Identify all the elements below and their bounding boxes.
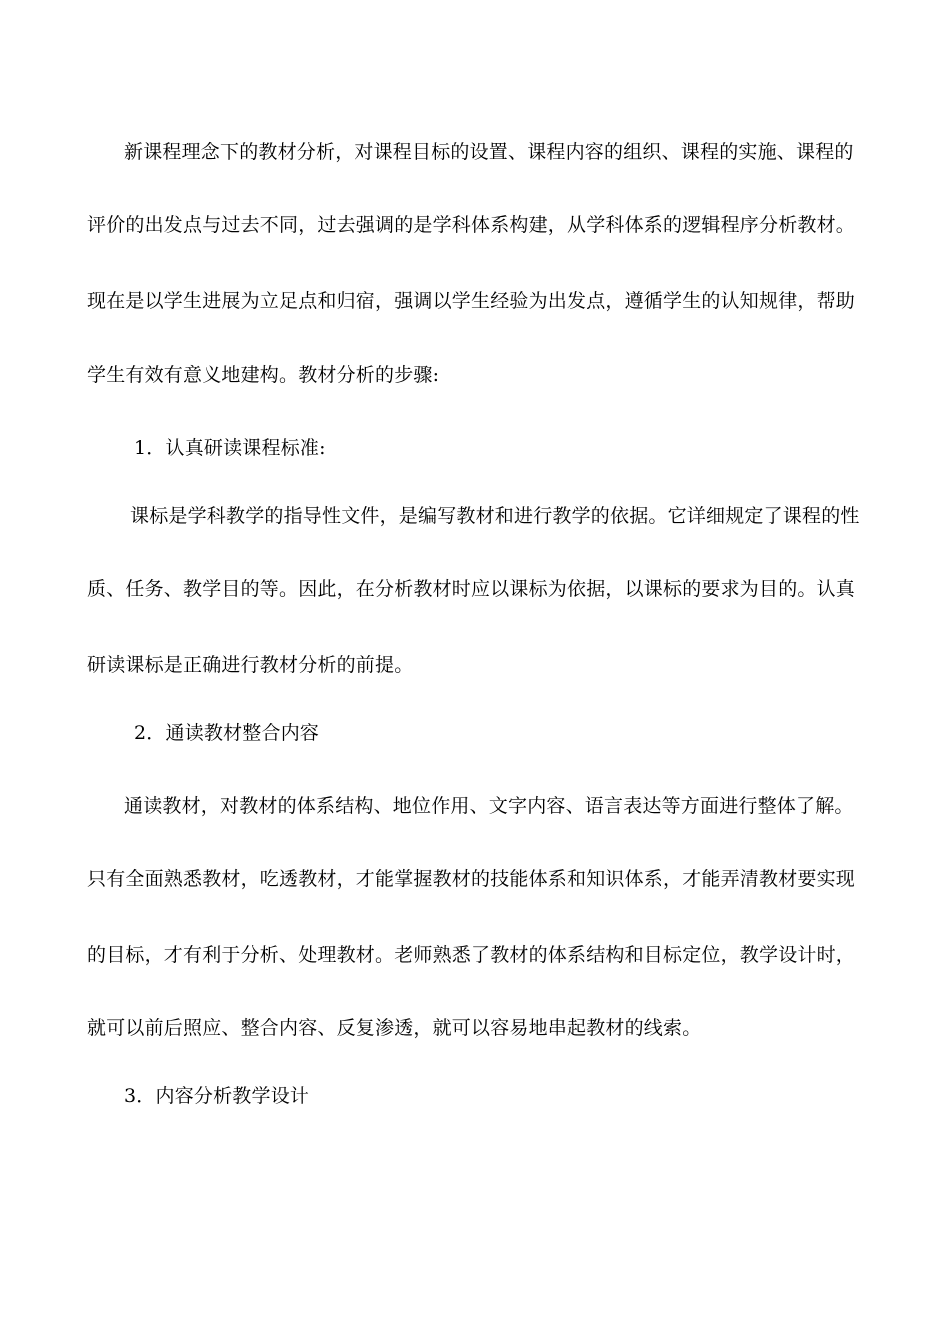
paragraph-2-line-3: 研读课标是正确进行教材分析的前提。 <box>87 654 414 676</box>
paragraph-2-line-1: 课标是学科教学的指导性文件，是编写教材和进行教学的依据。它详细规定了课程的性 <box>130 505 860 527</box>
paragraph-3-line-1: 通读教材，对教材的体系结构、地位作用、文字内容、语言表达等方面进行整体了解。 <box>124 795 854 817</box>
paragraph-1-line-3: 现在是以学生进展为立足点和归宿，强调以学生经验为出发点，遵循学生的认知规律，帮助 <box>87 290 856 312</box>
step-3-heading: 3．内容分析教学设计 <box>124 1085 310 1107</box>
paragraph-2-line-2: 质、任务、教学目的等。因此，在分析教材时应以课标为依据，以课标的要求为目的。认真 <box>87 578 856 600</box>
paragraph-1-line-4: 学生有效有意义地建构。教材分析的步骤: <box>87 364 440 386</box>
step-1-heading: 1．认真研读课程标准: <box>134 437 326 459</box>
paragraph-3-line-2: 只有全面熟悉教材，吃透教材，才能掌握教材的技能体系和知识体系，才能弄清教材要实现 <box>87 868 856 890</box>
paragraph-3-line-3: 的目标，才有利于分析、处理教材。老师熟悉了教材的体系结构和目标定位，教学设计时， <box>87 944 856 966</box>
paragraph-3-line-4: 就可以前后照应、整合内容、反复渗透，就可以容易地串起教材的线索。 <box>87 1017 702 1039</box>
paragraph-1-line-1: 新课程理念下的教材分析，对课程目标的设置、课程内容的组织、课程的实施、课程的 <box>124 141 854 163</box>
paragraph-1-line-2: 评价的出发点与过去不同，过去强调的是学科体系构建，从学科体系的逻辑程序分析教材。 <box>87 214 856 236</box>
step-2-heading: 2．通读教材整合内容 <box>134 722 320 744</box>
